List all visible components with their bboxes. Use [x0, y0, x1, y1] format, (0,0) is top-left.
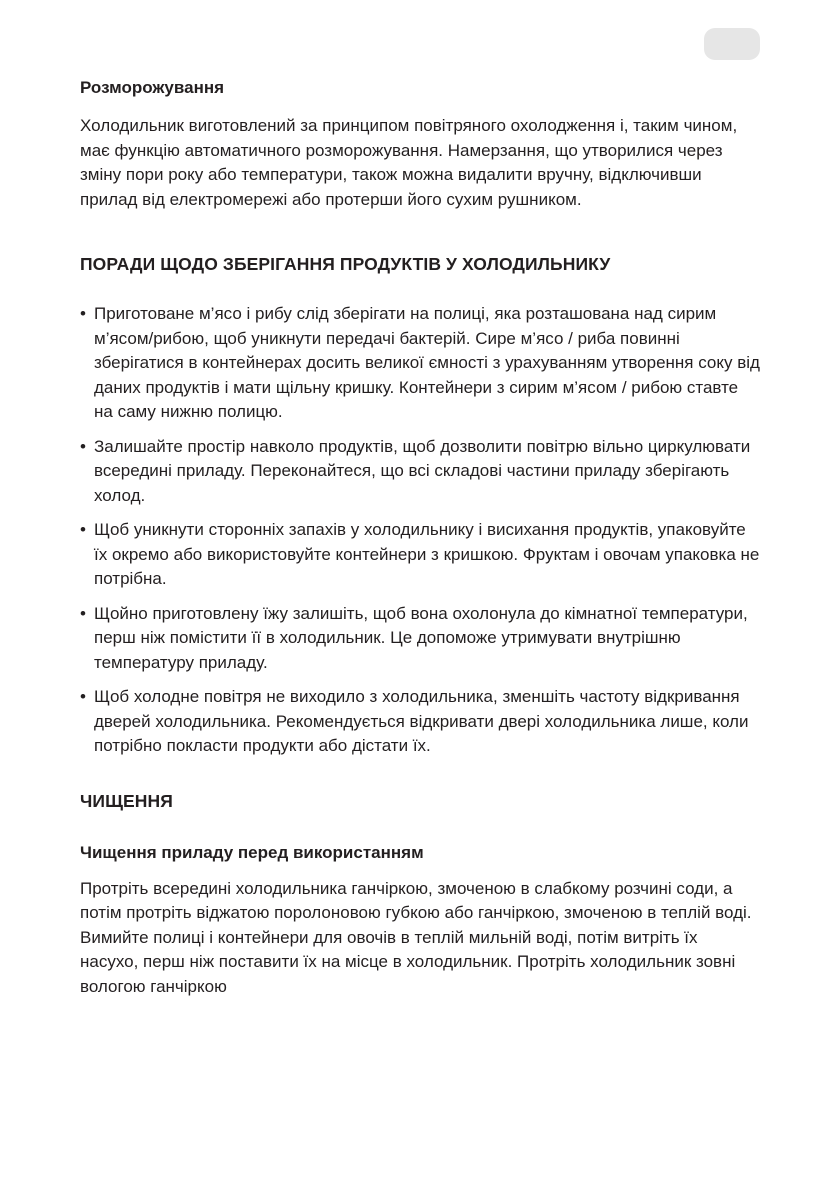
page-number-tab [704, 28, 760, 60]
list-item [80, 435, 760, 509]
bullet-icon: • [80, 304, 86, 323]
cleaning-paragraph: Протріть всередині холодильника ганчіркою, змоченою в слабкому розчині соди, а потім протріть віджатою поролоновою губкою або ганчіркою, змоченою в теплій воді. Вимийте полиці і контейнери для овочів в теплій мильній воді, потім витріть їх насухо, перш ніж поставити їх на місце в холодильник. Протріть холодильник зовні вологою ганчіркою [80, 878, 752, 996]
defrost-paragraph: Холодильник виготовлений за принципом повітряного охолодження і, таким чином, має функцію автоматичного розморожування. Намерзання, що утворилися через зміну пори року або температури, також можна видалити вручну, відключивши прилад від електромережі або протерши його сухим рушником. [80, 116, 738, 209]
storage-tips-heading: ПОРАДИ ЩОДО ЗБЕРІГАННЯ ПРОДУКТІВ У ХОЛОДИЛЬНИКУ [80, 254, 611, 274]
defrost-heading: Розморожування [80, 78, 225, 97]
list-item [80, 602, 760, 676]
bullet-icon: • [80, 520, 86, 539]
list-item [80, 685, 760, 759]
list-item [80, 302, 760, 425]
bullet-icon: • [80, 603, 86, 623]
list-item-text: Щоб холодне повітря не виходило з холодильника, зменшіть частоту відкривання дверей холодильника. Рекомендується відкривати двері холодильника лише, коли потрібно покласти продукти або дістати їх. [94, 687, 749, 755]
cleaning-subheading: Чищення приладу перед використанням [80, 842, 424, 862]
list-item-text: Щоб уникнути сторонніх запахів у холодильнику і висихання продуктів, упаковуйте їх окремо або використовуйте контейнери з кришкою. Фруктам і овочам упаковка не потрібна. [94, 520, 760, 588]
list-item-text: Щойно приготовлену їжу залишіть, щоб вона охолонула до кімнатної температури, перш ніж помістити її в холодильник. Це допоможе утримувати внутрішню температуру приладу. [94, 603, 748, 672]
cleaning-heading: ЧИЩЕННЯ [80, 790, 173, 811]
list-item-text: Приготоване м’ясо і рибу слід зберігати на полиці, яка розташована над сирим м’ясом/рибою, щоб уникнути передачі бактерій. Сире м’ясо / риба повинні зберігатися в контейнерах досить великої ємності з урахуванням утворення соку від даних продуктів і мати щільну кришку. Контейнери з сирим м’ясом / рибою ставте на саму нижню полицю. [94, 304, 760, 421]
bullet-icon: • [80, 687, 86, 706]
storage-tips-list [80, 302, 760, 759]
page-content [80, 76, 760, 999]
list-item-text: Залишайте простір навколо продуктів, щоб дозволити повітрю вільно циркулювати всередині приладу. Переконайтеся, що всі складові частини приладу зберігають холод. [94, 436, 751, 505]
bullet-icon: • [80, 436, 86, 456]
list-item [80, 518, 760, 592]
